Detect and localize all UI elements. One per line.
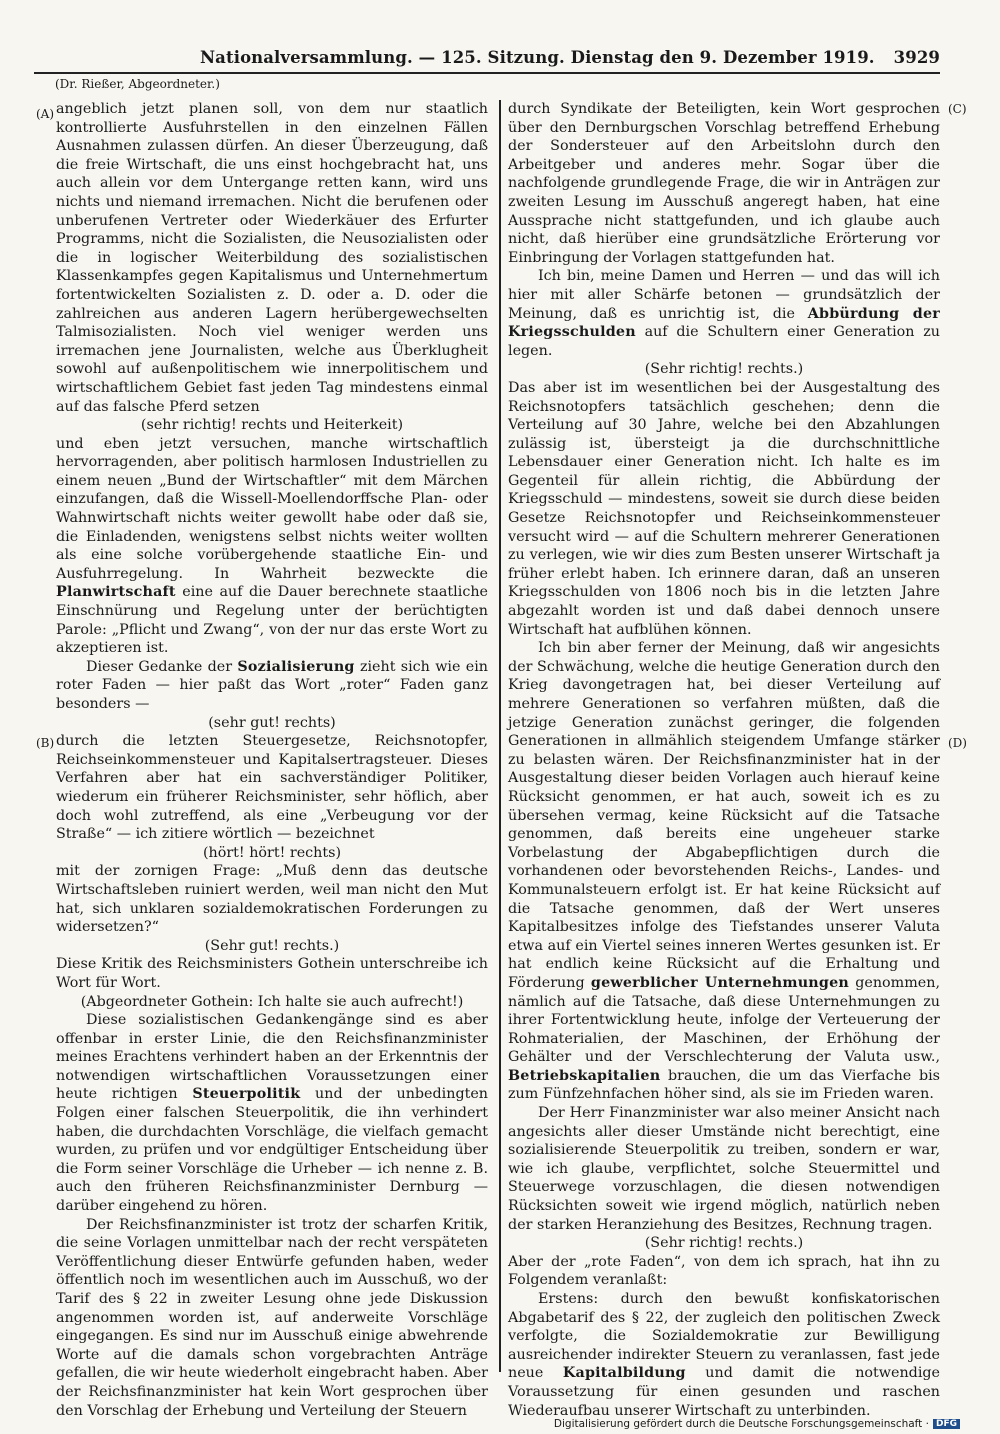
paragraph: Ich bin, meine Damen und Herren — und das will ich hier mit aller Schärfe betonen — grundsätzlich der Meinung, daß es unrichtig ist, die Abbürdung der Kriegsschulden auf die Schultern einer Generation zu legen.: [508, 268, 941, 359]
emphasis: Planwirtschaft: [56, 584, 176, 601]
paragraph: Erstens: durch den bewußt konfiskatorischen Abgabetarif des § 22, der zugleich den politischen Zweck verfolgte, die Sozialdemokratie zur Bewilligung ausreichender indirekter Steuern zu veranlassen, fast jede neue Kapitalbildung und damit die notwendige Voraussetzung für einen gesunden und raschen Wiederaufbau unserer Wirtschaft zu unterbinden.: [508, 1291, 941, 1419]
column-divider: [499, 100, 501, 1372]
paragraph: mit der zornigen Frage: „Muß denn das deutsche Wirtschaftsleben ruiniert werden, weil man nicht den Mut hat, sich unklaren sozialdemokratischen Forderungen zu widersetzen?“: [56, 863, 488, 936]
interjection: (Sehr richtig! rechts.): [644, 361, 804, 378]
dfg-logo: DFG: [933, 1419, 960, 1429]
footer-credit: [554, 1418, 960, 1430]
paragraph: Der Herr Finanzminister war also meiner Ansicht nach angesichts aller dieser Umstände nicht berechtigt, eine sozialisierende Steuerpolitik zu treiben, sondern er war, wie ich glaube, verpflichtet, solche Steuermittel und Steuerwege vorzuschlagen, die diesen notwendigen Rücksichten soweit wie irgend möglich, natürlich neben der starken Heranziehung des Besitzes, Rechnung tragen.: [508, 1105, 940, 1233]
paragraph: Aber der „rote Faden“, von dem ich sprach, hat ihn zu Folgendem veranlaßt:: [508, 1253, 940, 1289]
paragraph: Ich bin aber ferner der Meinung, daß wir angesichts der Schwächung, welche die heutige Generation durch den Krieg davongetragen hat, bei dieser Verteilung auf mehrere Generationen so verfahren müßten, daß die jetzige Generation zunächst geringer, die folgenden Generationen in allmählich steigendem Umfange stärker zu belasten wären. Der Reichsfinanzminister hat in der Ausgestaltung dieser beiden Vorlagen auch hierauf keine Rücksicht genommen, er hat auch, soweit ich es zu übersehen vermag, keine Rücksicht auf die Tatsache genommen, daß bereits eine ungeheuer starke Vorbelastung der Abgabepflichtigen durch die vorhandenen oder bevorstehenden Reichs-, Landes- und Kommunalsteuern erfolgt ist. Er hat keine Rücksicht auf die Tatsache genommen, daß der Wert unseres Kapitalbesitzes infolge des Tiefstandes unserer Valuta etwa auf ein Viertel seines inneren Wertes gesunken ist. Er hat endlich keine Rücksicht auf die Erhaltung und Förderung gewerblicher Unternehmungen genommen, nämlich auf die Tatsache, daß diese Unternehmungen zu ihrer Fortentwicklung heute, infolge der Verteuerung der Rohmaterialien, der Maschinen, der Erhöhung der Gehälter und der Verschlechterung der Valuta usw., Betriebskapitalien brauchen, die um das Vierfache bis zum Fünfzehnfachen höher sind, als sie im Frieden waren.: [508, 640, 941, 1103]
interjection: (hört! hört! rechts): [202, 844, 342, 861]
page-header: [200, 48, 940, 70]
paragraph: und eben jetzt versuchen, manche wirtschaftlich hervorragenden, aber politisch harmlosen Industriellen zu einem neuen „Bund der Wirtschaftler“ mit dem Märchen einzufangen, daß die Wissell-Moellendorffsche Plan- oder Wahnwirtschaft nichts weiter gewollt habe oder daß sie, die Einladenden, wenigstens selbst nichts weiter wollten als eine solche vorübergehende staatliche Ein- und Ausfuhrregelung. In Wahrheit bezweckte die Planwirtschaft eine auf die Dauer berechnete staatliche Einschnürung und Regelung unter der berüchtigten Parole: „Pflicht und Zwang“, von der nur das erste Wort zu akzeptieren ist.: [56, 435, 488, 657]
right-column: [508, 100, 940, 1420]
paragraph: durch die letzten Steuergesetze, Reichsnotopfer, Reichseinkommensteuer und Kapitalsertragsteuer. Dieses Verfahren aber hat ein sachverständiger Politiker, wiederum ein früherer Reichsminister, sehr höflich, aber doch wohl zutreffend, als eine „Verbeugung vor der Straße“ — ich zitiere wörtlich — bezeichnet: [56, 733, 488, 843]
margin-marker-b: (B): [36, 736, 55, 750]
paragraph: angeblich jetzt planen soll, von dem nur staatlich kontrollierte Ausfuhrstellen in den einzelnen Fällen Ausnahmen zulassen dürfen. An dieser Überzeugung, daß die freie Wirtschaft, die uns einst hochgebracht hat, uns auch allein vor dem Untergange retten kann, wird uns nichts und niemand irremachen. Nicht die berufenen oder unberufenen Vertreter oder Wiederkäuer des Erfurter Programms, nicht die Sozialisten, die Neusozialisten oder die in logischer Weiterbildung des sozialistischen Klassenkampfes gegen Kapitalismus und Unternehmertum fortentwickelten Sozialisten z. D. oder a. D. oder die zahlreichen aus anderen Lagern herübergewechselten Talmisozialisten. Noch viel weniger werden uns irremachen jene Journalisten, welche aus Überklugheit sowohl auf außenpolitischem wie innerpolitischem und wirtschaftlichem Gebiet fast jeden Tag mindestens einmal auf das falsche Pferd setzen: [56, 101, 488, 415]
emphasis: Sozialisierung: [237, 658, 355, 675]
footer-text: Digitalisierung gefördert durch die Deutsche Forschungsgemeinschaft ·: [553, 1418, 929, 1430]
interjection: (sehr richtig! rechts und Heiterkeit): [140, 417, 404, 434]
paragraph: Der Reichsfinanzminister ist trotz der scharfen Kritik, die seine Vorlagen unmittelbar nach der recht verspäteten Veröffentlichung dieser Entwürfe gefunden haben, weder öffentlich noch im wesentlichen auch im Ausschuß, wo der Tarif des § 22 in zweiter Lesung ohne jede Diskussion angenommen worden ist, auf anderweite Vorschläge eingegangen. Es sind nur im Ausschuß einige abwehrende Worte auf die damals schon vorgebrachten Anträge gefallen, die wir heute wiederholt eingebracht haben. Aber der Reichsfinanzminister hat kein Wort gesprochen über den Vorschlag der Erhebung und Verteilung der Steuern: [56, 1216, 488, 1419]
margin-marker-a: (A): [36, 107, 55, 121]
paragraph: Diese sozialistischen Gedankengänge sind es aber offenbar in erster Linie, die den Reichsfinanzminister meines Erachtens verhindert haben an der Erkenntnis der notwendigen wirtschaftlichen Voraussetzungen einer heute richtigen Steuerpolitik und der unbedingten Folgen einer falschen Steuerpolitik, die ihn verhindert haben, die durchdachten Vorschläge, die vielfach gemacht wurden, zu prüfen und vor endgültiger Entscheidung über die Form seiner Vorschläge die Urheber — ich nenne z. B. auch den früheren Reichsfinanzminister Dernburg — darüber eingehend zu hören.: [56, 1012, 489, 1215]
margin-marker-d: (D): [948, 736, 967, 750]
emphasis: Betriebskapitalien: [508, 1067, 661, 1084]
emphasis: Steuerpolitik: [192, 1086, 301, 1103]
page-number: 3929: [893, 48, 940, 67]
emphasis: Abbürdung der Kriegsschulden: [508, 305, 941, 341]
emphasis: gewerblicher Unternehmungen: [590, 974, 849, 991]
margin-marker-c: (C): [948, 102, 967, 116]
emphasis: Kapitalbildung: [562, 1365, 686, 1382]
interjection: (Sehr richtig! rechts.): [644, 1235, 804, 1252]
interjection: (Abgeordneter Gothein: Ich halte sie auch aufrecht!): [80, 993, 464, 1010]
speaker-attribution: (Dr. Rießer, Abgeordneter.): [55, 77, 220, 91]
interjection: (Sehr gut! rechts.): [204, 937, 340, 954]
left-column: [56, 100, 488, 1420]
header-title: Nationalversammlung. — 125. Sitzung. Dienstag den 9. Dezember 1919.: [200, 48, 875, 67]
header-rule: [34, 72, 940, 74]
interjection: (sehr gut! rechts): [208, 714, 336, 731]
paragraph: Diese Kritik des Reichsministers Gothein unterschreibe ich Wort für Wort.: [56, 956, 488, 991]
paragraph: durch Syndikate der Beteiligten, kein Wort gesprochen über den Dernburgschen Vorschlag betreffend Erhebung der Sondersteuer auf den Arbeitslohn durch den Arbeitgeber und anderes mehr. Sogar über die nachfolgende grundlegende Frage, die wir in Anträgen zur zweiten Lesung im Ausschuß angeregt haben, hat eine Aussprache nicht stattgefunden, und ich glaube auch nicht, daß hierüber eine grundsätzliche Erörterung vor Einbringung der Vorlagen stattgefunden hat.: [508, 101, 940, 266]
paragraph: Das aber ist im wesentlichen bei der Ausgestaltung des Reichsnotopfers tatsächlich geschehen; denn die Verteilung auf 30 Jahre, welche bei den Abzahlungen zulässig ist, übersteigt ja die durchschnittliche Lebensdauer einer Generation nicht. Ich halte es im Gegenteil für allein richtig, die Abbürdung der Kriegsschuld — mindestens, soweit sie durch diese beiden Gesetze Reichsnotopfer und Reichseinkommensteuer versucht wird — auf die Schultern mehrerer Generationen zu verlegen, wie wir dies zum Besten unserer Wirtschaft ja früher erlebt haben. Ich erinnere daran, daß an unseren Kriegsschulden von 1806 noch bis in die letzten Jahre abgezahlt worden ist und daß dabei dennoch unsere Wirtschaft hat aufblühen können.: [508, 379, 940, 638]
paragraph: Dieser Gedanke der Sozialisierung zieht sich wie ein roter Faden — hier paßt das Wort „roter“ Faden ganz besonders —: [56, 658, 489, 712]
